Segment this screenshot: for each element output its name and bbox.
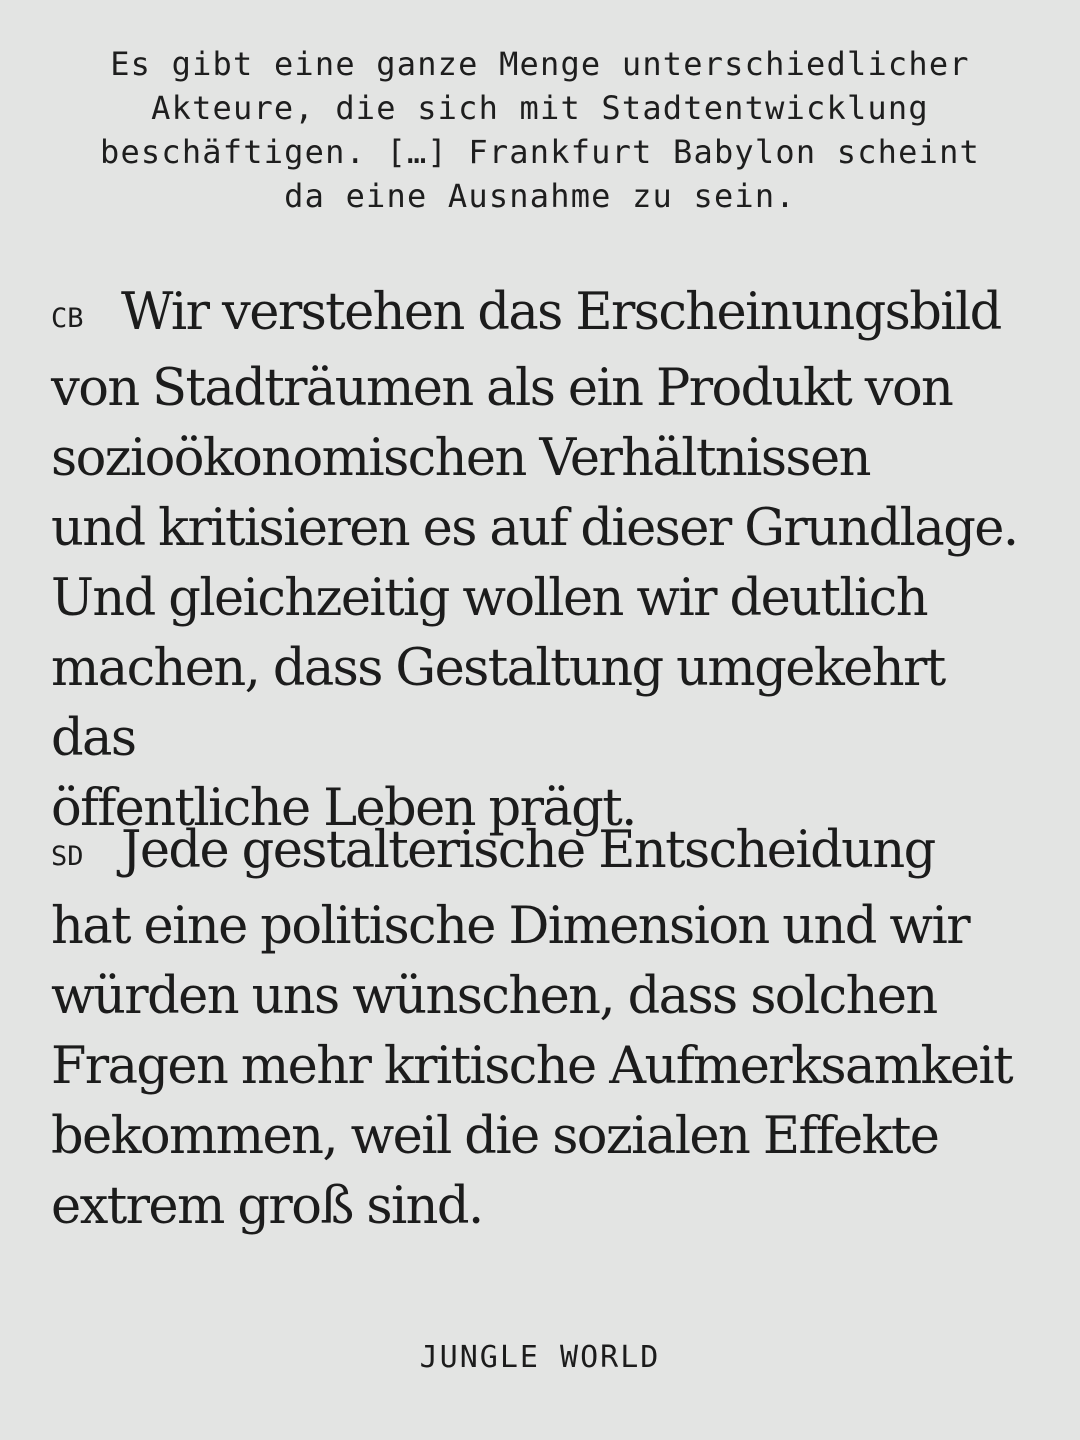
answer-cb xyxy=(51,278,1031,844)
answer-line: hat eine politische Dimension und wir xyxy=(51,897,969,956)
answer-sd xyxy=(51,816,1031,1242)
answer-line: öffentliche Leben prägt. xyxy=(51,779,636,838)
question-line: Es gibt eine ganze Menge unterschiedlicher xyxy=(110,45,970,83)
interview-question xyxy=(40,42,1040,218)
answer-line: bekommen, weil die sozialen Effekte xyxy=(51,1107,939,1166)
answer-line: von Stadträumen als ein Produkt von xyxy=(51,359,953,418)
answer-line: und kritisieren es auf dieser Grundlage. xyxy=(51,499,1018,558)
question-line: da eine Ausnahme zu sein. xyxy=(284,177,796,215)
answer-line: Fragen mehr kritische Aufmerksamkeit xyxy=(51,1037,1013,1096)
answer-line: Wir verstehen das Erscheinungsbild xyxy=(121,283,1001,342)
answer-line: extrem groß sind. xyxy=(51,1177,483,1236)
question-line: Akteure, die sich mit Stadtentwicklung xyxy=(151,89,929,127)
speaker-label-sd: SD xyxy=(51,841,84,872)
answer-line: Jede gestalterische Entscheidung xyxy=(121,821,935,880)
speaker-label-cb: CB xyxy=(51,303,84,334)
question-line: beschäftigen. […] Frankfurt Babylon scheint xyxy=(99,133,981,171)
source-label: JUNGLE WORLD xyxy=(419,1340,661,1375)
answer-line: Und gleichzeitig wollen wir deutlich xyxy=(51,569,927,628)
answer-line: würden uns wünschen, dass solchen xyxy=(51,967,937,1026)
answer-line: sozioökonomischen Verhältnissen xyxy=(51,429,870,488)
answer-line: machen, dass Gestaltung umgekehrt das xyxy=(51,639,945,768)
